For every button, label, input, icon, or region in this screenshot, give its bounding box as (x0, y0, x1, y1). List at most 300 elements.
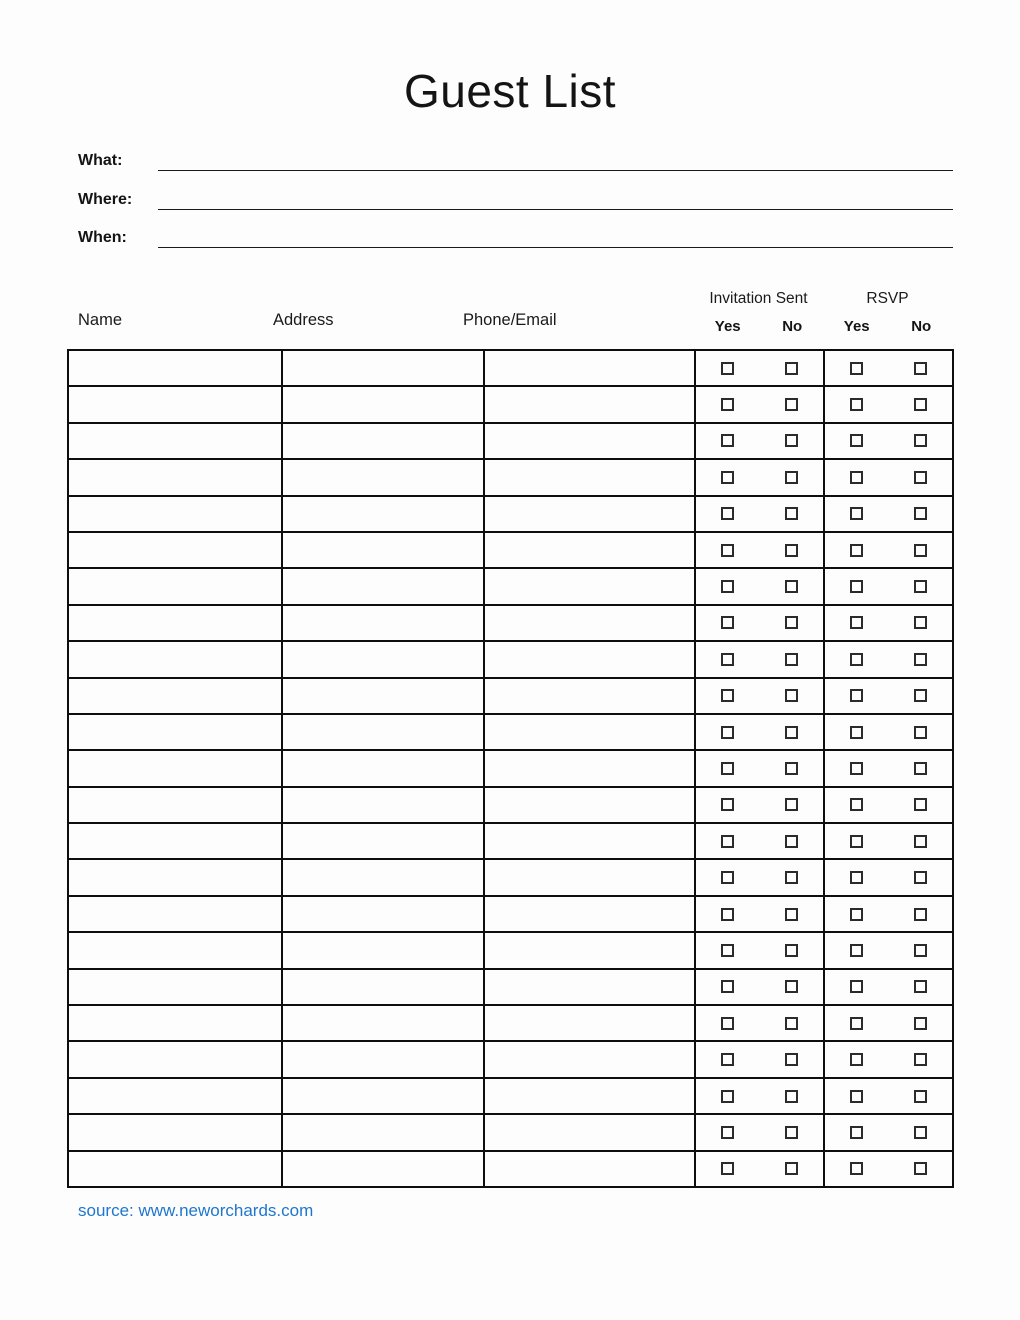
invitation-checkbox-cell (695, 641, 824, 677)
address-cell[interactable] (282, 386, 484, 422)
rsvp-checkbox-cell (824, 605, 953, 641)
rsvp-no-checkbox[interactable] (914, 544, 927, 557)
field-when-label: When: (78, 229, 127, 246)
address-cell[interactable] (282, 1005, 484, 1041)
rsvp-checkbox-cell (824, 1151, 953, 1187)
invitation-checkbox-cell (695, 678, 824, 714)
phone-email-cell[interactable] (484, 823, 695, 859)
invitation-yes-checkbox[interactable] (721, 1090, 734, 1103)
rsvp-checkbox-cell (824, 1041, 953, 1077)
phone-email-cell[interactable] (484, 714, 695, 750)
rsvp-no-checkbox[interactable] (914, 1053, 927, 1066)
rsvp-no-checkbox[interactable] (914, 871, 927, 884)
field-where-label: Where: (78, 191, 133, 208)
invitation-checkbox-cell (695, 496, 824, 532)
invitation-no-checkbox[interactable] (785, 1126, 798, 1139)
invitation-no-checkbox[interactable] (785, 835, 798, 848)
table-row (68, 459, 953, 495)
invitation-yes-checkbox[interactable] (721, 689, 734, 702)
rsvp-checkbox-group (825, 544, 952, 557)
address-cell[interactable] (282, 714, 484, 750)
invitation-checkbox-cell (695, 532, 824, 568)
invitation-no-checkbox[interactable] (785, 726, 798, 739)
rsvp-yes-checkbox[interactable] (850, 1017, 863, 1030)
invitation-checkbox-group (696, 762, 823, 775)
invitation-no-checkbox[interactable] (785, 762, 798, 775)
invitation-checkbox-cell (695, 1041, 824, 1077)
phone-email-cell[interactable] (484, 678, 695, 714)
rsvp-checkbox-group (825, 398, 952, 411)
invitation-checkbox-cell (695, 823, 824, 859)
invitation-checkbox-group (696, 726, 823, 739)
invitation-checkbox-cell (695, 423, 824, 459)
rsvp-checkbox-cell (824, 750, 953, 786)
name-cell[interactable] (68, 641, 282, 677)
address-cell[interactable] (282, 423, 484, 459)
name-cell[interactable] (68, 787, 282, 823)
table-row (68, 932, 953, 968)
address-cell[interactable] (282, 823, 484, 859)
page-title: Guest List (403, 65, 617, 117)
invitation-no-checkbox[interactable] (785, 544, 798, 557)
rsvp-checkbox-group (825, 1162, 952, 1175)
phone-email-cell[interactable] (484, 1151, 695, 1187)
invitation-no-checkbox[interactable] (785, 908, 798, 921)
invitation-checkbox-group (696, 398, 823, 411)
table-row (68, 532, 953, 568)
invitation-checkbox-group (696, 507, 823, 520)
guest-table-body (68, 350, 953, 1187)
table-row (68, 787, 953, 823)
rsvp-yes-checkbox[interactable] (850, 871, 863, 884)
rsvp-yes-checkbox[interactable] (850, 616, 863, 629)
invitation-checkbox-group (696, 1017, 823, 1030)
field-what (78, 148, 953, 171)
invitation-checkbox-cell (695, 1151, 824, 1187)
rsvp-checkbox-group (825, 1126, 952, 1139)
rsvp-no-checkbox[interactable] (914, 471, 927, 484)
rsvp-no-checkbox[interactable] (914, 507, 927, 520)
phone-email-cell[interactable] (484, 459, 695, 495)
phone-email-cell[interactable] (484, 896, 695, 932)
invitation-no-checkbox[interactable] (785, 1017, 798, 1030)
rsvp-no-checkbox[interactable] (914, 398, 927, 411)
invitation-no-checkbox[interactable] (785, 980, 798, 993)
invitation-checkbox-group (696, 471, 823, 484)
table-row (68, 423, 953, 459)
group-header-invitation-sent: Invitation Sent (709, 290, 808, 307)
rsvp-yes-checkbox[interactable] (850, 835, 863, 848)
rsvp-checkbox-group (825, 434, 952, 447)
invitation-yes-checkbox[interactable] (721, 507, 734, 520)
rsvp-no-checkbox[interactable] (914, 1162, 927, 1175)
name-cell[interactable] (68, 459, 282, 495)
rsvp-yes-checkbox[interactable] (850, 471, 863, 484)
table-row (68, 386, 953, 422)
guest-table (67, 349, 954, 1188)
address-cell[interactable] (282, 605, 484, 641)
address-cell[interactable] (282, 350, 484, 386)
name-cell[interactable] (68, 423, 282, 459)
invitation-checkbox-cell (695, 568, 824, 604)
table-row (68, 678, 953, 714)
table-row (68, 496, 953, 532)
rsvp-yes-checkbox[interactable] (850, 507, 863, 520)
address-cell[interactable] (282, 1041, 484, 1077)
rsvp-checkbox-group (825, 871, 952, 884)
invitation-checkbox-group (696, 1053, 823, 1066)
name-cell[interactable] (68, 1151, 282, 1187)
invitation-yes-checkbox[interactable] (721, 980, 734, 993)
invitation-yes-checkbox[interactable] (721, 434, 734, 447)
rsvp-checkbox-group (825, 944, 952, 957)
column-header-address: Address (273, 311, 334, 329)
phone-email-cell[interactable] (484, 532, 695, 568)
rsvp-checkbox-cell (824, 532, 953, 568)
rsvp-checkbox-cell (824, 423, 953, 459)
name-cell[interactable] (68, 350, 282, 386)
invitation-checkbox-cell (695, 859, 824, 895)
name-cell[interactable] (68, 605, 282, 641)
address-cell[interactable] (282, 969, 484, 1005)
rsvp-checkbox-group (825, 1053, 952, 1066)
invitation-no-checkbox[interactable] (785, 798, 798, 811)
invitation-checkbox-cell (695, 714, 824, 750)
phone-email-cell[interactable] (484, 423, 695, 459)
invitation-checkbox-group (696, 1126, 823, 1139)
rsvp-no-checkbox[interactable] (914, 798, 927, 811)
invitation-checkbox-group (696, 616, 823, 629)
rsvp-yes-checkbox[interactable] (850, 762, 863, 775)
invitation-checkbox-cell (695, 459, 824, 495)
invitation-checkbox-group (696, 434, 823, 447)
invitation-yes-checkbox[interactable] (721, 908, 734, 921)
invitation-no-header: No (782, 318, 803, 335)
invitation-checkbox-group (696, 908, 823, 921)
name-cell[interactable] (68, 714, 282, 750)
table-row (68, 750, 953, 786)
rsvp-checkbox-cell (824, 1114, 953, 1150)
invitation-checkbox-group (696, 544, 823, 557)
invitation-checkbox-group (696, 1090, 823, 1103)
rsvp-checkbox-group (825, 726, 952, 739)
invitation-checkbox-cell (695, 386, 824, 422)
invitation-checkbox-cell (695, 896, 824, 932)
rsvp-checkbox-group (825, 1017, 952, 1030)
invitation-checkbox-group (696, 689, 823, 702)
rsvp-checkbox-group (825, 507, 952, 520)
invitation-checkbox-cell (695, 1005, 824, 1041)
rsvp-checkbox-cell (824, 859, 953, 895)
rsvp-no-checkbox[interactable] (914, 689, 927, 702)
invitation-checkbox-cell (695, 969, 824, 1005)
phone-email-cell[interactable] (484, 350, 695, 386)
field-when (78, 225, 953, 248)
table-row (68, 969, 953, 1005)
invitation-yes-checkbox[interactable] (721, 944, 734, 957)
rsvp-yes-checkbox[interactable] (850, 798, 863, 811)
invitation-no-checkbox[interactable] (785, 398, 798, 411)
rsvp-checkbox-cell (824, 714, 953, 750)
name-cell[interactable] (68, 1005, 282, 1041)
invitation-no-checkbox[interactable] (785, 689, 798, 702)
rsvp-no-checkbox[interactable] (914, 726, 927, 739)
rsvp-yes-header: Yes (843, 318, 870, 335)
phone-email-cell[interactable] (484, 568, 695, 604)
field-when-input-line[interactable] (158, 225, 953, 248)
rsvp-checkbox-group (825, 689, 952, 702)
rsvp-no-checkbox[interactable] (914, 1017, 927, 1030)
name-cell[interactable] (68, 496, 282, 532)
invitation-checkbox-cell (695, 932, 824, 968)
invitation-no-checkbox[interactable] (785, 580, 798, 593)
rsvp-yes-checkbox[interactable] (850, 1162, 863, 1175)
rsvp-checkbox-cell (824, 641, 953, 677)
phone-email-cell[interactable] (484, 969, 695, 1005)
invitation-no-checkbox[interactable] (785, 1162, 798, 1175)
invitation-yes-checkbox[interactable] (721, 471, 734, 484)
name-cell[interactable] (68, 896, 282, 932)
invitation-no-checkbox[interactable] (785, 616, 798, 629)
field-what-label: What: (78, 152, 123, 169)
rsvp-yes-checkbox[interactable] (850, 1090, 863, 1103)
column-header-name: Name (78, 311, 123, 329)
address-cell[interactable] (282, 1078, 484, 1114)
rsvp-no-checkbox[interactable] (914, 1090, 927, 1103)
invitation-yes-checkbox[interactable] (721, 616, 734, 629)
rsvp-checkbox-group (825, 798, 952, 811)
rsvp-checkbox-group (825, 908, 952, 921)
invitation-checkbox-group (696, 835, 823, 848)
address-cell[interactable] (282, 859, 484, 895)
invitation-yes-checkbox[interactable] (721, 1162, 734, 1175)
rsvp-checkbox-cell (824, 823, 953, 859)
rsvp-checkbox-cell (824, 1078, 953, 1114)
rsvp-no-checkbox[interactable] (914, 980, 927, 993)
address-cell[interactable] (282, 896, 484, 932)
rsvp-checkbox-group (825, 762, 952, 775)
invitation-no-checkbox[interactable] (785, 1053, 798, 1066)
phone-email-cell[interactable] (484, 1005, 695, 1041)
address-cell[interactable] (282, 568, 484, 604)
rsvp-no-checkbox[interactable] (914, 762, 927, 775)
rsvp-no-checkbox[interactable] (914, 653, 927, 666)
rsvp-no-checkbox[interactable] (914, 944, 927, 957)
name-cell[interactable] (68, 750, 282, 786)
table-row (68, 859, 953, 895)
address-cell[interactable] (282, 641, 484, 677)
field-what-input-line[interactable] (158, 148, 953, 171)
invitation-no-checkbox[interactable] (785, 871, 798, 884)
rsvp-yes-checkbox[interactable] (850, 362, 863, 375)
address-cell[interactable] (282, 496, 484, 532)
rsvp-no-checkbox[interactable] (914, 1126, 927, 1139)
phone-email-cell[interactable] (484, 1114, 695, 1150)
table-row (68, 1151, 953, 1187)
invitation-yes-checkbox[interactable] (721, 653, 734, 666)
rsvp-no-header: No (911, 318, 932, 335)
rsvp-checkbox-cell (824, 350, 953, 386)
table-row (68, 350, 953, 386)
invitation-no-checkbox[interactable] (785, 653, 798, 666)
phone-email-cell[interactable] (484, 1041, 695, 1077)
phone-email-cell[interactable] (484, 605, 695, 641)
table-row (68, 1005, 953, 1041)
invitation-yes-checkbox[interactable] (721, 871, 734, 884)
invitation-yes-checkbox[interactable] (721, 798, 734, 811)
invitation-no-checkbox[interactable] (785, 362, 798, 375)
invitation-subheaders (694, 318, 823, 335)
table-row (68, 1114, 953, 1150)
phone-email-cell[interactable] (484, 750, 695, 786)
rsvp-checkbox-cell (824, 787, 953, 823)
table-row (68, 896, 953, 932)
rsvp-yes-checkbox[interactable] (850, 1053, 863, 1066)
rsvp-checkbox-cell (824, 969, 953, 1005)
invitation-yes-header: Yes (714, 318, 741, 335)
rsvp-checkbox-cell (824, 678, 953, 714)
name-cell[interactable] (68, 678, 282, 714)
invitation-checkbox-group (696, 980, 823, 993)
invitation-no-checkbox[interactable] (785, 507, 798, 520)
invitation-yes-checkbox[interactable] (721, 726, 734, 739)
address-cell[interactable] (282, 787, 484, 823)
invitation-checkbox-cell (695, 787, 824, 823)
invitation-yes-checkbox[interactable] (721, 544, 734, 557)
phone-email-cell[interactable] (484, 1078, 695, 1114)
address-cell[interactable] (282, 459, 484, 495)
invitation-yes-checkbox[interactable] (721, 362, 734, 375)
name-cell[interactable] (68, 1078, 282, 1114)
rsvp-no-checkbox[interactable] (914, 835, 927, 848)
invitation-checkbox-cell (695, 350, 824, 386)
rsvp-yes-checkbox[interactable] (850, 908, 863, 921)
invitation-checkbox-cell (695, 1078, 824, 1114)
invitation-no-checkbox[interactable] (785, 471, 798, 484)
invitation-checkbox-group (696, 362, 823, 375)
invitation-checkbox-group (696, 653, 823, 666)
invitation-checkbox-group (696, 1162, 823, 1175)
rsvp-checkbox-group (825, 653, 952, 666)
table-row (68, 1078, 953, 1114)
rsvp-checkbox-group (825, 1090, 952, 1103)
phone-email-cell[interactable] (484, 496, 695, 532)
rsvp-checkbox-cell (824, 459, 953, 495)
invitation-checkbox-cell (695, 605, 824, 641)
rsvp-checkbox-cell (824, 932, 953, 968)
address-cell[interactable] (282, 750, 484, 786)
invitation-no-checkbox[interactable] (785, 434, 798, 447)
invitation-yes-checkbox[interactable] (721, 762, 734, 775)
name-cell[interactable] (68, 969, 282, 1005)
name-cell[interactable] (68, 568, 282, 604)
phone-email-cell[interactable] (484, 932, 695, 968)
name-cell[interactable] (68, 932, 282, 968)
invitation-checkbox-group (696, 580, 823, 593)
table-row (68, 641, 953, 677)
rsvp-yes-checkbox[interactable] (850, 944, 863, 957)
phone-email-cell[interactable] (484, 641, 695, 677)
address-cell[interactable] (282, 532, 484, 568)
invitation-yes-checkbox[interactable] (721, 1126, 734, 1139)
table-row (68, 568, 953, 604)
rsvp-yes-checkbox[interactable] (850, 544, 863, 557)
field-where-input-line[interactable] (158, 187, 953, 210)
group-header-rsvp: RSVP (866, 290, 909, 307)
rsvp-checkbox-cell (824, 496, 953, 532)
invitation-checkbox-group (696, 871, 823, 884)
invitation-checkbox-cell (695, 1114, 824, 1150)
rsvp-checkbox-group (825, 580, 952, 593)
name-cell[interactable] (68, 386, 282, 422)
invitation-no-checkbox[interactable] (785, 944, 798, 957)
invitation-yes-checkbox[interactable] (721, 1053, 734, 1066)
rsvp-yes-checkbox[interactable] (850, 980, 863, 993)
name-cell[interactable] (68, 823, 282, 859)
table-row (68, 823, 953, 859)
rsvp-checkbox-cell (824, 896, 953, 932)
name-cell[interactable] (68, 859, 282, 895)
rsvp-checkbox-cell (824, 386, 953, 422)
rsvp-checkbox-cell (824, 568, 953, 604)
rsvp-checkbox-cell (824, 1005, 953, 1041)
name-cell[interactable] (68, 1041, 282, 1077)
rsvp-no-checkbox[interactable] (914, 908, 927, 921)
invitation-checkbox-cell (695, 750, 824, 786)
phone-email-cell[interactable] (484, 859, 695, 895)
source-link[interactable]: source: www.neworchards.com (78, 1201, 314, 1220)
invitation-yes-checkbox[interactable] (721, 398, 734, 411)
phone-email-cell[interactable] (484, 386, 695, 422)
rsvp-yes-checkbox[interactable] (850, 689, 863, 702)
name-cell[interactable] (68, 532, 282, 568)
table-row (68, 714, 953, 750)
address-cell[interactable] (282, 1114, 484, 1150)
invitation-yes-checkbox[interactable] (721, 580, 734, 593)
rsvp-checkbox-group (825, 616, 952, 629)
rsvp-yes-checkbox[interactable] (850, 580, 863, 593)
invitation-checkbox-group (696, 944, 823, 957)
rsvp-checkbox-group (825, 471, 952, 484)
rsvp-checkbox-group (825, 362, 952, 375)
rsvp-yes-checkbox[interactable] (850, 434, 863, 447)
rsvp-yes-checkbox[interactable] (850, 653, 863, 666)
phone-email-cell[interactable] (484, 787, 695, 823)
address-cell[interactable] (282, 678, 484, 714)
rsvp-checkbox-group (825, 980, 952, 993)
rsvp-subheaders (823, 318, 952, 335)
address-cell[interactable] (282, 1151, 484, 1187)
rsvp-no-checkbox[interactable] (914, 616, 927, 629)
rsvp-no-checkbox[interactable] (914, 434, 927, 447)
rsvp-yes-checkbox[interactable] (850, 398, 863, 411)
field-where (78, 187, 953, 210)
invitation-checkbox-group (696, 798, 823, 811)
rsvp-yes-checkbox[interactable] (850, 726, 863, 739)
column-header-phone-email: Phone/Email (463, 311, 557, 329)
table-row (68, 605, 953, 641)
table-row (68, 1041, 953, 1077)
rsvp-no-checkbox[interactable] (914, 362, 927, 375)
address-cell[interactable] (282, 932, 484, 968)
name-cell[interactable] (68, 1114, 282, 1150)
rsvp-no-checkbox[interactable] (914, 580, 927, 593)
rsvp-yes-checkbox[interactable] (850, 1126, 863, 1139)
invitation-no-checkbox[interactable] (785, 1090, 798, 1103)
invitation-yes-checkbox[interactable] (721, 835, 734, 848)
rsvp-checkbox-group (825, 835, 952, 848)
invitation-yes-checkbox[interactable] (721, 1017, 734, 1030)
